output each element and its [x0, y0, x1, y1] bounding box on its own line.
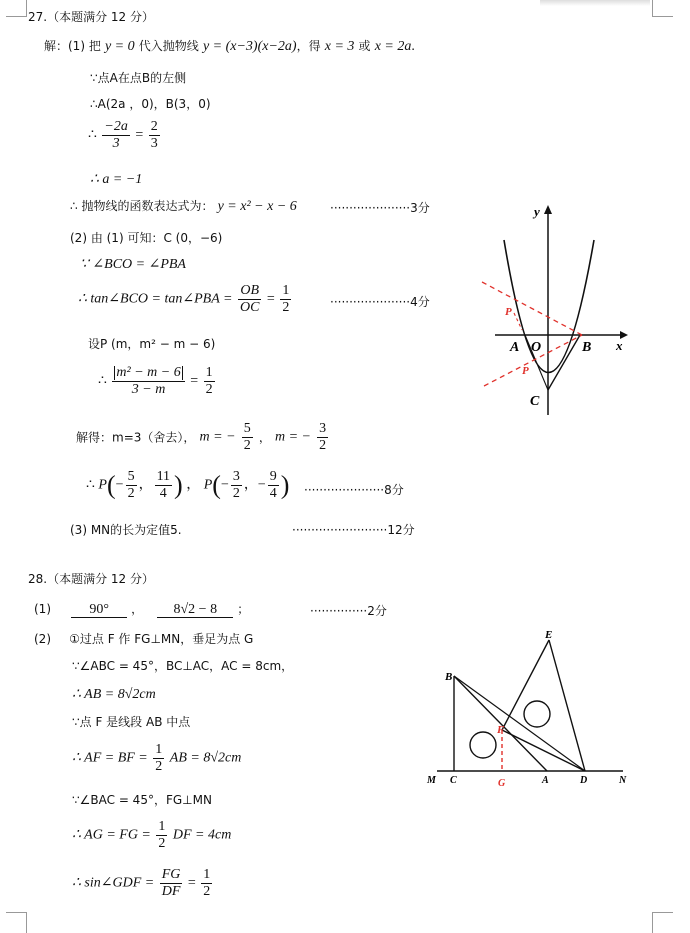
q27-score-3: ·····················3分 [330, 201, 430, 215]
label-d: D [580, 775, 588, 786]
q27-step1-end: . [411, 39, 415, 54]
corner-mark-top-left [6, 0, 27, 17]
q27-score-4: ·····················4分 [330, 295, 430, 309]
fraction [231, 470, 242, 501]
corner-mark-bottom-right [652, 912, 673, 933]
q28-triangle-figure [425, 628, 635, 793]
q27-abs-eq [98, 366, 217, 397]
fraction-numerator: 9 [269, 469, 277, 484]
solve-prefix: 解得：m=3（舍去）， [76, 430, 196, 445]
therefore-symbol: ∴ [86, 477, 95, 493]
label-f: F [497, 724, 505, 736]
q27-step1-sub: y = 0 [104, 39, 135, 54]
point-p-label: P [98, 477, 107, 493]
fraction [242, 422, 253, 453]
m-separator: ， [258, 430, 271, 445]
fraction-denominator: DF [161, 884, 181, 899]
answer-1 [71, 603, 127, 618]
comma: ， [243, 477, 258, 493]
minus-sign: − [115, 477, 124, 493]
q27-parabola-figure [470, 200, 640, 425]
label-a: A [510, 340, 520, 355]
fraction-denominator: 3 [150, 136, 158, 151]
tan-prefix: ∴ tan∠BCO = tan∠PBA = [78, 291, 233, 307]
equals-sign: = [187, 875, 196, 891]
q27-step1-prefix: 解：(1) 把 [44, 39, 101, 53]
right-paren: ) [280, 470, 290, 500]
q27-parabola-expression [70, 200, 297, 214]
q27-p-points [86, 470, 289, 501]
ag-suffix: DF = 4cm [172, 827, 232, 843]
fraction-numerator: 5 [243, 421, 251, 436]
fraction [126, 470, 137, 501]
label-a: A [542, 775, 549, 786]
circle-right [524, 701, 550, 727]
q27-because-a-left: ∵点A在点B的左侧 [90, 71, 187, 85]
fraction [238, 284, 261, 315]
parabola-equation: y = x² − x − 6 [217, 199, 297, 214]
fraction-numerator: 1 [282, 283, 290, 298]
left-paren: ( [106, 470, 116, 500]
q27-step1-get: ，得 [296, 39, 321, 53]
corner-mark-top-right [652, 0, 673, 17]
label-y: y [534, 204, 540, 219]
fraction-denominator: 4 [159, 486, 167, 501]
q27-step3: (3) MN的长为定值5. [70, 523, 182, 537]
segment-fd [502, 730, 585, 771]
q28-ab: ∴ AB = 8√2cm [72, 687, 156, 702]
fraction-numerator: 2 [150, 119, 158, 134]
label-x: x [616, 338, 623, 353]
fraction-numerator: 3 [319, 421, 327, 436]
segment-bc [548, 335, 580, 390]
right-paren: ) [174, 470, 183, 500]
fraction [112, 366, 184, 397]
fraction-denominator: 2 [319, 438, 327, 453]
fraction [317, 422, 328, 453]
fraction-denominator: 2 [155, 759, 163, 774]
label-e: E [545, 629, 553, 641]
fraction-denominator: 2 [282, 300, 290, 315]
q28-given2: ∵∠BAC = 45°，FG⊥MN [72, 793, 212, 807]
fraction [160, 868, 183, 899]
q28-score-2: ···············2分 [310, 604, 387, 618]
label-n: N [619, 775, 627, 786]
answer-end: ； [237, 602, 250, 616]
label-m: M [427, 775, 436, 786]
fraction-denominator: 2 [205, 382, 213, 397]
q27-step1 [44, 40, 415, 54]
q28-sin-eq [72, 868, 214, 899]
therefore-symbol: ∴ [98, 373, 107, 389]
label-o: O [531, 340, 542, 355]
q28-header: 28.（本题满分 12 分） [28, 572, 154, 586]
fraction [102, 120, 129, 151]
part2-label: (2) [34, 632, 51, 646]
answer-1-value: 90° [89, 602, 109, 617]
fraction-denominator: 3 [112, 136, 120, 151]
q28-ag-eq [72, 820, 231, 851]
minus-sign: − [220, 477, 229, 493]
q28-af-eq [72, 743, 241, 774]
fraction-numerator: 1 [155, 742, 163, 757]
parabola-label: ∴ 抛物线的函数表达式为： [70, 199, 214, 213]
fraction-denominator: OC [239, 300, 260, 315]
segment-bd [454, 676, 585, 771]
q27-a-value: ∴ a = −1 [90, 172, 143, 187]
fraction-denominator: 2 [232, 486, 240, 501]
comma: ， [138, 477, 153, 493]
equals-sign: = [190, 373, 199, 389]
fraction [149, 120, 160, 151]
top-shadow [540, 0, 650, 6]
m2-prefix: m = − [274, 429, 311, 445]
label-c: C [530, 394, 540, 409]
minus-sign: − [257, 477, 266, 493]
fraction-denominator: 2 [158, 836, 166, 851]
af-prefix: ∴ AF = BF = [72, 750, 148, 766]
part2-intro: ①过点 F 作 FG⊥MN，垂足为点 G [69, 632, 254, 646]
fraction-denominator: 2 [243, 438, 251, 453]
q27-step1-eq: y = (x−3)(x−2a) [202, 39, 297, 54]
fraction-numerator: 11 [156, 469, 171, 484]
ag-prefix: ∴ AG = FG = [72, 827, 151, 843]
q27-root1: x = 3 [324, 39, 355, 54]
fraction-denominator: 2 [127, 486, 135, 501]
fraction [155, 470, 172, 501]
q27-solve-m [76, 422, 330, 453]
q28-given1: ∵∠ABC = 45°，BC⊥AC，AC = 8cm， [72, 659, 294, 673]
q27-root2: x = 2a [374, 39, 412, 54]
fraction-numerator: −2a [104, 119, 128, 134]
label-p-lower: P [522, 365, 529, 377]
point-p-label: P [203, 477, 213, 493]
fraction-denominator: 4 [269, 486, 277, 501]
fraction-numerator [112, 366, 184, 382]
fraction [268, 470, 279, 501]
equals-sign: = [135, 127, 144, 143]
red-dashed-line-upper [482, 282, 582, 335]
circle-left [470, 732, 496, 758]
answer-2-value: 8√2 − 8 [173, 602, 218, 617]
fraction-denominator: 2 [203, 884, 211, 899]
q28-midpoint: ∵点 F 是线段 AB 中点 [72, 715, 191, 729]
q27-points-ab: ∴A(2a ，0)，B(3，0) [90, 97, 211, 111]
af-suffix: AB = 8√2cm [169, 750, 242, 766]
q27-step1-mid: 代入抛物线 [138, 39, 199, 53]
equals-sign: = [266, 291, 275, 307]
segment-fe [502, 640, 549, 730]
m1-prefix: m = − [199, 429, 236, 445]
label-c: C [450, 775, 457, 786]
fraction-numerator: OB [238, 284, 261, 300]
q27-tan-eq [78, 284, 293, 315]
label-b: B [582, 340, 592, 355]
fraction [204, 366, 215, 397]
fraction-denominator: 3 − m [131, 382, 166, 397]
fraction [201, 868, 212, 899]
fraction [280, 284, 291, 315]
q28-part1 [34, 603, 249, 618]
label-p-upper: P [505, 306, 512, 318]
answer-separator: ， [131, 602, 144, 616]
q28-part2 [34, 633, 253, 646]
point-separator: ， [186, 477, 201, 493]
fraction-numerator: 3 [232, 469, 240, 484]
q27-score-8: ·····················8分 [304, 483, 404, 497]
q27-or: 或 [358, 39, 371, 53]
fraction-numerator: 5 [127, 469, 135, 484]
fraction-numerator: 1 [205, 365, 213, 380]
therefore-symbol: ∴ [88, 127, 97, 143]
label-g: G [498, 778, 506, 789]
y-axis-arrow-icon [544, 205, 552, 214]
answer-2 [157, 603, 233, 618]
absolute-value: m² − m − 6 [116, 365, 181, 380]
fraction-numerator: 1 [203, 867, 211, 882]
fraction [153, 743, 164, 774]
q27-header: 27.（本题满分 12 分） [28, 10, 154, 24]
label-b: B [445, 671, 453, 683]
fraction-numerator: 1 [158, 819, 166, 834]
q27-score-12: ·························12分 [292, 523, 415, 537]
segment-ed [549, 640, 585, 771]
q27-set-p: 设P (m，m² − m − 6) [88, 337, 216, 351]
q27-angle-eq: ∵ ∠BCO = ∠PBA [80, 257, 186, 272]
fraction [156, 820, 167, 851]
corner-mark-bottom-left [6, 912, 27, 933]
fraction-numerator: FG [161, 867, 181, 882]
left-paren: ( [212, 470, 221, 500]
sin-prefix: ∴ sin∠GDF = [72, 875, 155, 891]
part1-label: (1) [34, 602, 51, 616]
q27-fraction-eq [88, 120, 162, 151]
q27-step2-intro: (2) 由 (1) 可知：C (0，−6) [70, 231, 223, 245]
